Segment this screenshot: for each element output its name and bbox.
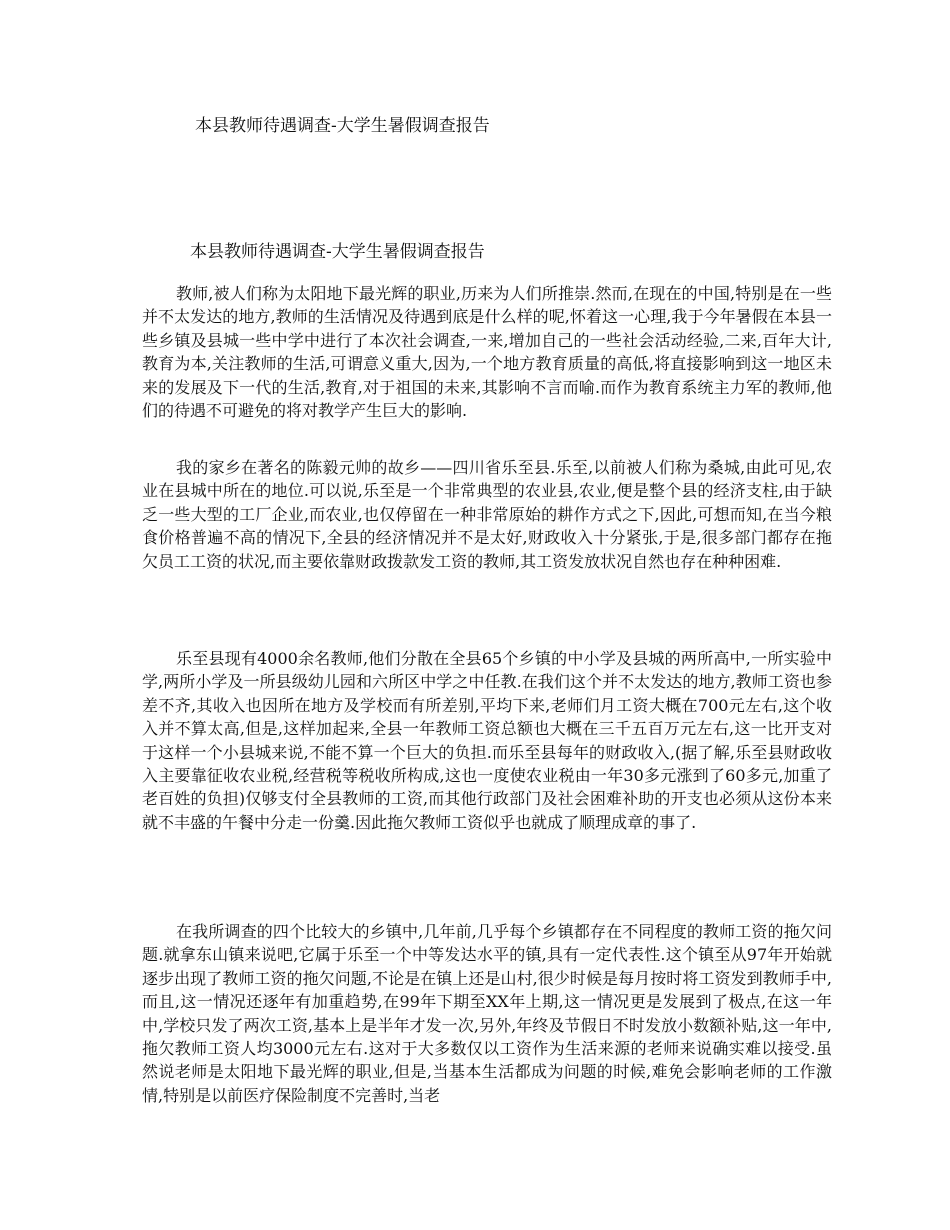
paragraph-hometown: 我的家乡在著名的陈毅元帅的故乡——四川省乐至县.乐至,以前被人们称为桑城,由此可见,农业在县城中所在的地位.可以说,乐至是一个非常典型的农业县,农业,便是整个县的经济支柱,由于缺乏一些大型的工厂企业,而农业,也仅停留在一种非常原始的耕作方式之下,因此,可想而知,在当今粮食价格普遍不高的情况下,全县的经济情况并不是太好,财政收入十分紧张,于是,很多部门都存在拖欠员工工资的状况,而主要依靠财政拨款发工资的教师,其工资发放状况自然也存在种种困难.: [142, 458, 832, 571]
paragraph-intro: 教师,被人们称为太阳地下最光辉的职业,历来为人们所推崇.然而,在现在的中国,特别是在一些并不太发达的地方,教师的生活情况及待遇到底是什么样的呢,怀着这一心理,我于今年暑假在本县一些乡镇及县城一些中学中进行了本次社会调查,一来,增加自己的一些社会活动经验,二来,百年大计,教育为本,关注教师的生活,可谓意义重大,因为,一个地方教育质量的高低,将直接影响到这一地区未来的发展及下一代的生活,教育,对于祖国的未来,其影响不言而喻.而作为教育系统主力军的教师,他们的待遇不可避免的将对教学产生巨大的影响.: [142, 284, 832, 421]
document-title: 本县教师待遇调查-大学生暑假调查报告: [195, 116, 490, 136]
paragraph-wage-arrears: 在我所调查的四个比较大的乡镇中,几年前,几乎每个乡镇都存在不同程度的教师工资的拖欠问题.就拿东山镇来说吧,它属于乐至一个中等发达水平的镇,具有一定代表性.这个镇至从97年开始就逐步出现了教师工资的拖欠问题,不论是在镇上还是山村,很少时候是每月按时将工资发到教师手中,而且,这一情况还逐年有加重趋势,在99年下期至XX年上期,这一情况更是发展到了极点,在这一年中,学校只发了两次工资,基本上是半年才发一次,另外,年终及节假日不时发放小数额补贴,这一年中,拖欠教师工资人均3000元左右.这对于大多数仅以工资作为生活来源的老师来说确实难以接受.虽然说老师是太阳地下最光辉的职业,但是,当基本生活都成为问题的时候,难免会影响老师的工作激情,特别是以前医疗保险制度不完善时,当老: [142, 922, 832, 1105]
report-heading: 本县教师待遇调查-大学生暑假调查报告: [190, 242, 485, 262]
paragraph-teacher-salary: 乐至县现有4000余名教师,他们分散在全县65个乡镇的中小学及县城的两所高中,一所实验中学,两所小学及一所县级幼儿园和六所区中学之中任教.在我们这个并不太发达的地方,教师工资也参差不齐,其收入也因所在地方及学校而有所差别,平均下来,老师们月工资大概在700元左右,这个收入并不算太高,但是,这样加起来,全县一年教师工资总额也大概在三千五百万元左右,这一比开支对于这样一个小县城来说,不能不算一个巨大的负担.而乐至县每年的财政收入,(据了解,乐至县财政收入主要靠征收农业税,经营税等税收所构成,这也一度使农业税由一年30多元涨到了60多元,加重了老百姓的负担)仅够支付全县教师的工资,而其他行政部门及社会困难补助的开支也必须从这份本来就不丰盛的午餐中分走一份羹.因此拖欠教师工资似乎也就成了顺理成章的事了.: [142, 649, 832, 832]
